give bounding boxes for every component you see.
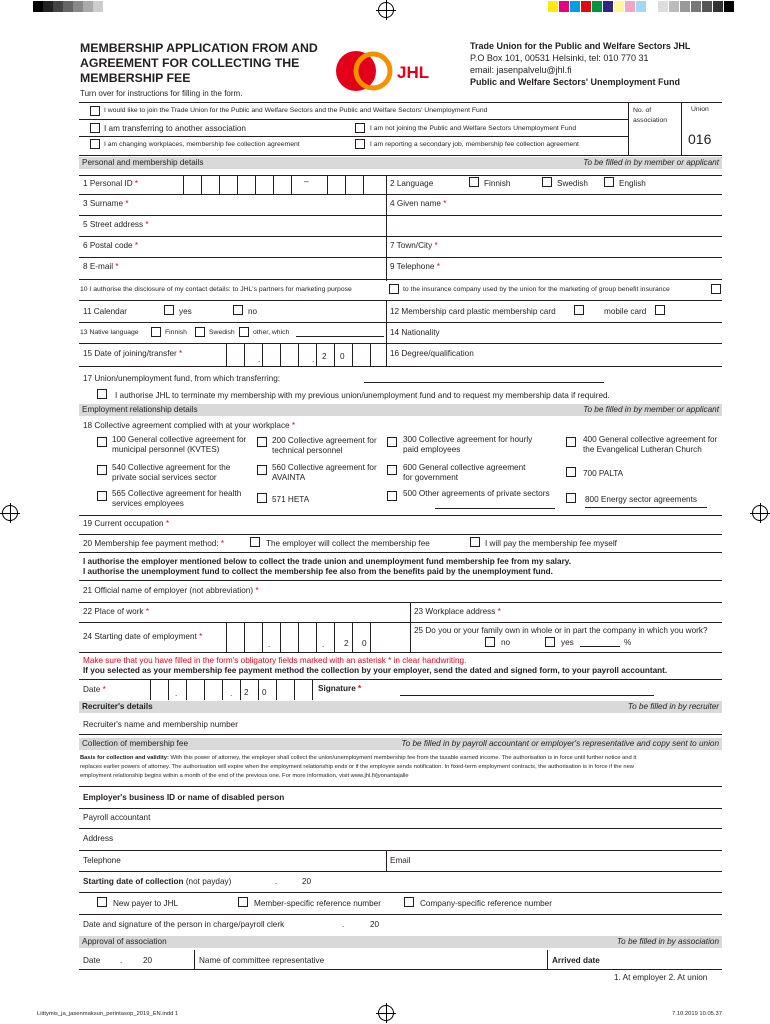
personal-section-title: Personal and membership details bbox=[82, 158, 204, 167]
native-other-label: other, which bbox=[253, 329, 290, 336]
disclosure-insurance-checkbox[interactable] bbox=[711, 284, 721, 294]
registration-mark-top bbox=[378, 2, 394, 18]
recruiter-name-field: Recruiter's name and membership number bbox=[83, 720, 238, 729]
starting-date-collection: Starting date of collection (not payday) bbox=[83, 877, 232, 886]
join-date-year-2: 2 bbox=[322, 352, 327, 361]
secondary-label: I am reporting a secondary job, membership fee collection agreement bbox=[370, 141, 579, 148]
pay-myself-label: I will pay the membership fee myself bbox=[485, 539, 617, 548]
ca565-label: 565 Collective agreement for health services employees bbox=[112, 489, 242, 508]
ca200-label: 200 Collective agreement for technical personnel bbox=[272, 436, 377, 455]
collection-year: 20 bbox=[302, 877, 312, 886]
field-8-email: 8 E-mail * bbox=[83, 262, 119, 271]
registration-mark-right bbox=[752, 505, 768, 521]
field-18-collective-agreement: 18 Collective agreement complied with at your workplace * bbox=[83, 421, 296, 430]
footer-stamp: 7.10.2019 10.05.37 bbox=[672, 1011, 722, 1017]
org-email: email: jasenpalvelu@jhl.fi bbox=[470, 65, 572, 75]
org-fund: Public and Welfare Sectors' Unemployment Fund bbox=[470, 77, 681, 87]
ca540-label: 540 Collective agreement for the private social services sector bbox=[112, 463, 231, 482]
business-id-field: Employer's business ID or name of disabled person bbox=[83, 793, 285, 802]
ca571-checkbox[interactable] bbox=[257, 493, 267, 503]
lang-swedish-checkbox[interactable] bbox=[542, 177, 552, 187]
ca560-checkbox[interactable] bbox=[257, 465, 267, 475]
authorise-employer-text: I authorise the employer mentioned below to collect the trade union and unemployment fund membership fee from my salary. bbox=[83, 557, 571, 566]
basis-line3: employment relationship begins within a month of the end of the previous one. For more information, visit www.jhl.fi/jyonantajalle bbox=[80, 773, 409, 779]
native-other-checkbox[interactable] bbox=[239, 327, 249, 337]
ca500-label: 500 Other agreements of private sectors bbox=[403, 489, 550, 498]
ca540-checkbox[interactable] bbox=[97, 465, 107, 475]
basis-line1: Basis for collection and validity: With this power of attorney, the employer shall collect the union/unemployment membership fee from the taxable earned income. The authorisation is in force until further notice and it bbox=[80, 755, 637, 761]
ca400-label: 400 General collective agreement for the Evangelical Lutheran Church bbox=[583, 435, 718, 454]
telephone-field: Telephone bbox=[83, 856, 121, 865]
ownership-yes-label: yes bbox=[561, 638, 574, 647]
field-24-starting-date: 24 Starting date of employment * bbox=[83, 632, 203, 641]
member-ref-checkbox[interactable] bbox=[238, 897, 248, 907]
ca400-checkbox[interactable] bbox=[566, 437, 576, 447]
warning-send-form: If you selected as your membership fee payment method the collection by your employer, send the dated and signed form, to your payroll accountant. bbox=[83, 666, 668, 675]
personal-id-dash: – bbox=[304, 177, 309, 186]
field-4-given-name: 4 Given name * bbox=[390, 199, 447, 208]
ca700-label: 700 PALTA bbox=[583, 469, 624, 478]
disclosure-partners-checkbox[interactable] bbox=[389, 284, 399, 294]
field-19-occupation: 19 Current occupation * bbox=[83, 519, 170, 528]
arrived-date: Arrived date bbox=[552, 956, 600, 965]
approval-section-title: Approval of association bbox=[82, 937, 167, 946]
authorise-fund-text: I authorise the unemployment fund to collect the membership fee also from the benefits paid by the unemployment fund. bbox=[83, 567, 553, 576]
ca300-checkbox[interactable] bbox=[387, 437, 397, 447]
field-15-date-joining: 15 Date of joining/transfer * bbox=[83, 349, 183, 358]
logo-text: JHL bbox=[397, 63, 430, 82]
form-title-line3: MEMBERSHIP FEE bbox=[80, 71, 191, 85]
field-1-personal-id: 1 Personal ID * bbox=[83, 179, 139, 188]
field-22-place-of-work: 22 Place of work * bbox=[83, 607, 149, 616]
new-payer-checkbox[interactable] bbox=[97, 897, 107, 907]
field-2-language: 2 Language bbox=[390, 179, 434, 188]
not-joining-fund-checkbox[interactable] bbox=[355, 123, 365, 133]
field-9-telephone: 9 Telephone * bbox=[390, 262, 440, 271]
ca100-checkbox[interactable] bbox=[97, 437, 107, 447]
org-name: Trade Union for the Public and Welfare Sectors JHL bbox=[470, 41, 691, 51]
ca600-label: 600 General collective agreement for government bbox=[403, 463, 526, 482]
join-checkbox[interactable] bbox=[90, 106, 100, 116]
collection-section-bar bbox=[79, 738, 722, 750]
form-title-line1: MEMBERSHIP APPLICATION FROM AND bbox=[80, 41, 318, 55]
field-6-postal-code: 6 Postal code * bbox=[83, 241, 139, 250]
color-bar-left bbox=[33, 0, 103, 13]
ca800-checkbox[interactable] bbox=[566, 493, 576, 503]
ownership-no-checkbox[interactable] bbox=[485, 637, 495, 647]
instructions-note: Turn over for instructions for filling in the form. bbox=[80, 89, 243, 98]
lang-english-label: English bbox=[619, 179, 646, 188]
plastic-card-checkbox[interactable] bbox=[574, 305, 584, 315]
ca500-checkbox[interactable] bbox=[387, 491, 397, 501]
mobile-card-checkbox[interactable] bbox=[655, 305, 665, 315]
ca565-checkbox[interactable] bbox=[97, 491, 107, 501]
payroll-accountant-field: Payroll accountant bbox=[83, 813, 151, 822]
recruiter-section-note: To be filled in by recruiter bbox=[627, 702, 719, 711]
recruiter-section-bar bbox=[79, 701, 722, 713]
field-25-ownership: 25 Do you or your family own in whole or in part the company in which you work? bbox=[414, 626, 708, 635]
field-13-native-language: 13 Native language bbox=[80, 329, 139, 336]
no-of-association-label: No. of association bbox=[633, 107, 668, 124]
ownership-yes-checkbox[interactable] bbox=[545, 637, 555, 647]
employment-section-title: Employment relationship details bbox=[82, 405, 198, 414]
ca800-label: 800 Energy sector agreements bbox=[585, 495, 697, 504]
field-11-calendar: 11 Calendar bbox=[83, 307, 127, 316]
join-label: I would like to join the Trade Union for the Public and Welfare Sectors and the Public and Welfare Sectors' Unemployment Fund bbox=[104, 107, 488, 114]
ca300-label: 300 Collective agreement for hourly paid employees bbox=[403, 435, 533, 454]
color-bar-right bbox=[548, 0, 738, 13]
lang-english-checkbox[interactable] bbox=[604, 177, 614, 187]
secondary-checkbox[interactable] bbox=[355, 139, 365, 149]
field-20-payment-method: 20 Membership fee payment method: * bbox=[83, 539, 225, 548]
new-payer-label: New payer to JHL bbox=[113, 899, 179, 908]
approval-year: 20 bbox=[143, 956, 153, 965]
authorise-terminate-checkbox[interactable] bbox=[97, 389, 107, 399]
ca571-label: 571 HETA bbox=[272, 495, 310, 504]
sign-date-year-2: 2 bbox=[244, 688, 249, 697]
clerk-year: 20 bbox=[370, 920, 380, 929]
ca100-label: 100 General collective agreement for municipal personnel (KVTES) bbox=[112, 435, 247, 454]
field-12-membership-card: 12 Membership card plastic membership card bbox=[390, 307, 556, 316]
field-21-employer-name: 21 Official name of employer (not abbreviation) * bbox=[83, 586, 259, 595]
union-label: Union bbox=[691, 106, 709, 113]
footer-file: Liittymis_ja_jasenmaksun_perintasop_2019_EN.indd 1 bbox=[37, 1011, 179, 1017]
employment-section-note: To be filled in by member or applicant bbox=[583, 405, 719, 414]
warning-obligatory-fields: Make sure that you have filled in the form's obligatory fields marked with an asterisk * in clear handwriting. bbox=[83, 656, 467, 665]
not-joining-fund-label: I am not joining the Public and Welfare Sectors Unemployment Fund bbox=[370, 125, 577, 132]
ca560-label: 560 Collective agreement for AVAINTA bbox=[272, 463, 377, 482]
transferring-checkbox[interactable] bbox=[90, 123, 100, 133]
sign-date-year-0: 0 bbox=[262, 688, 267, 697]
basis-line2: replaces earlier powers of attorney. The authorisation will expire when the employment relationship ends or if the employee sends notification. In fixed-term employment contracts, the authorisation is in force if the new bbox=[80, 764, 634, 770]
pay-employer-checkbox[interactable] bbox=[250, 537, 260, 547]
personal-section-note: To be filled in by member or applicant bbox=[583, 158, 719, 167]
company-ref-label: Company-specific reference number bbox=[420, 899, 552, 908]
calendar-yes-label: yes bbox=[179, 307, 192, 316]
native-swedish-label: Swedish bbox=[209, 329, 235, 336]
ca200-checkbox[interactable] bbox=[257, 437, 267, 447]
employment-section-bar bbox=[79, 404, 722, 416]
approval-section-bar bbox=[79, 936, 722, 948]
member-ref-label: Member-specific reference number bbox=[254, 899, 381, 908]
personal-section-bar bbox=[79, 157, 722, 169]
registration-mark-left bbox=[2, 505, 18, 521]
authorise-terminate-label: I authorise JHL to terminate my membership with my previous union/unemployment fund and to request my membership data if required. bbox=[115, 391, 610, 400]
calendar-no-checkbox[interactable] bbox=[233, 305, 243, 315]
pay-myself-checkbox[interactable] bbox=[470, 537, 480, 547]
org-address: P.O Box 101, 00531 Helsinki, tel: 010 770 31 bbox=[470, 53, 649, 63]
form-title-line2: AGREEMENT FOR COLLECTING THE bbox=[80, 56, 300, 70]
mobile-card-label: mobile card bbox=[604, 307, 647, 316]
email-field: Email bbox=[390, 856, 411, 865]
date-signature-clerk: Date and signature of the person in charge/payroll clerk bbox=[83, 920, 285, 929]
field-14-nationality: 14 Nationality bbox=[390, 328, 440, 337]
pay-employer-label: The employer will collect the membership fee bbox=[266, 539, 430, 548]
registration-mark-bottom bbox=[378, 1005, 394, 1021]
approval-section-note: To be filled in by association bbox=[616, 937, 719, 946]
company-ref-checkbox[interactable] bbox=[404, 897, 414, 907]
field-10-disclosure-insurance: to the insurance company used by the union for the marketing of group benefit insurance bbox=[403, 286, 670, 293]
address-field: Address bbox=[83, 834, 114, 843]
field-5-street-address: 5 Street address * bbox=[83, 220, 149, 229]
lang-finnish-checkbox[interactable] bbox=[469, 177, 479, 187]
committee-representative: Name of committee representative bbox=[199, 956, 325, 965]
ca600-checkbox[interactable] bbox=[387, 465, 397, 475]
field-16-degree: 16 Degree/qualification bbox=[390, 349, 474, 358]
date-label: Date * bbox=[83, 685, 106, 694]
start-date-year-2: 2 bbox=[344, 639, 349, 648]
changing-checkbox[interactable] bbox=[90, 139, 100, 149]
union-number: 016 bbox=[688, 131, 712, 147]
field-23-workplace-address: 23 Workplace address * bbox=[414, 607, 501, 616]
field-7-town: 7 Town/City * bbox=[390, 241, 438, 250]
ownership-percent: % bbox=[624, 638, 632, 647]
collection-section-title: Collection of membership fee bbox=[82, 739, 189, 748]
ca700-checkbox[interactable] bbox=[566, 467, 576, 477]
approval-date: Date bbox=[83, 956, 101, 965]
collection-section-note: To be filled in by payroll accountant or employer's representative and copy sent to union bbox=[401, 739, 719, 748]
field-10-disclosure-partners: 10 I authorise the disclosure of my contact details: to JHL's partners for marketing purpose bbox=[80, 286, 352, 293]
copies-note: 1. At employer 2. At union bbox=[614, 973, 708, 982]
native-finnish-label: Finnish bbox=[165, 329, 187, 336]
field-17-union-fund: 17 Union/unemployment fund, from which transferring: bbox=[83, 374, 281, 383]
start-date-year-0: 0 bbox=[362, 639, 367, 648]
recruiter-section-title: Recruiter's details bbox=[82, 702, 153, 711]
calendar-yes-checkbox[interactable] bbox=[164, 305, 174, 315]
field-3-surname: 3 Surname * bbox=[83, 199, 129, 208]
signature-label: Signature * bbox=[318, 684, 362, 693]
ownership-no-label: no bbox=[501, 638, 511, 647]
calendar-no-label: no bbox=[248, 307, 258, 316]
native-swedish-checkbox[interactable] bbox=[195, 327, 205, 337]
changing-label: I am changing workplaces, membership fee collection agreement bbox=[104, 141, 300, 148]
join-date-year-0: 0 bbox=[340, 352, 345, 361]
jhl-logo bbox=[333, 47, 445, 95]
lang-swedish-label: Swedish bbox=[557, 179, 588, 188]
transferring-label: I am transferring to another association bbox=[104, 124, 246, 133]
lang-finnish-label: Finnish bbox=[484, 179, 511, 188]
native-finnish-checkbox[interactable] bbox=[151, 327, 161, 337]
